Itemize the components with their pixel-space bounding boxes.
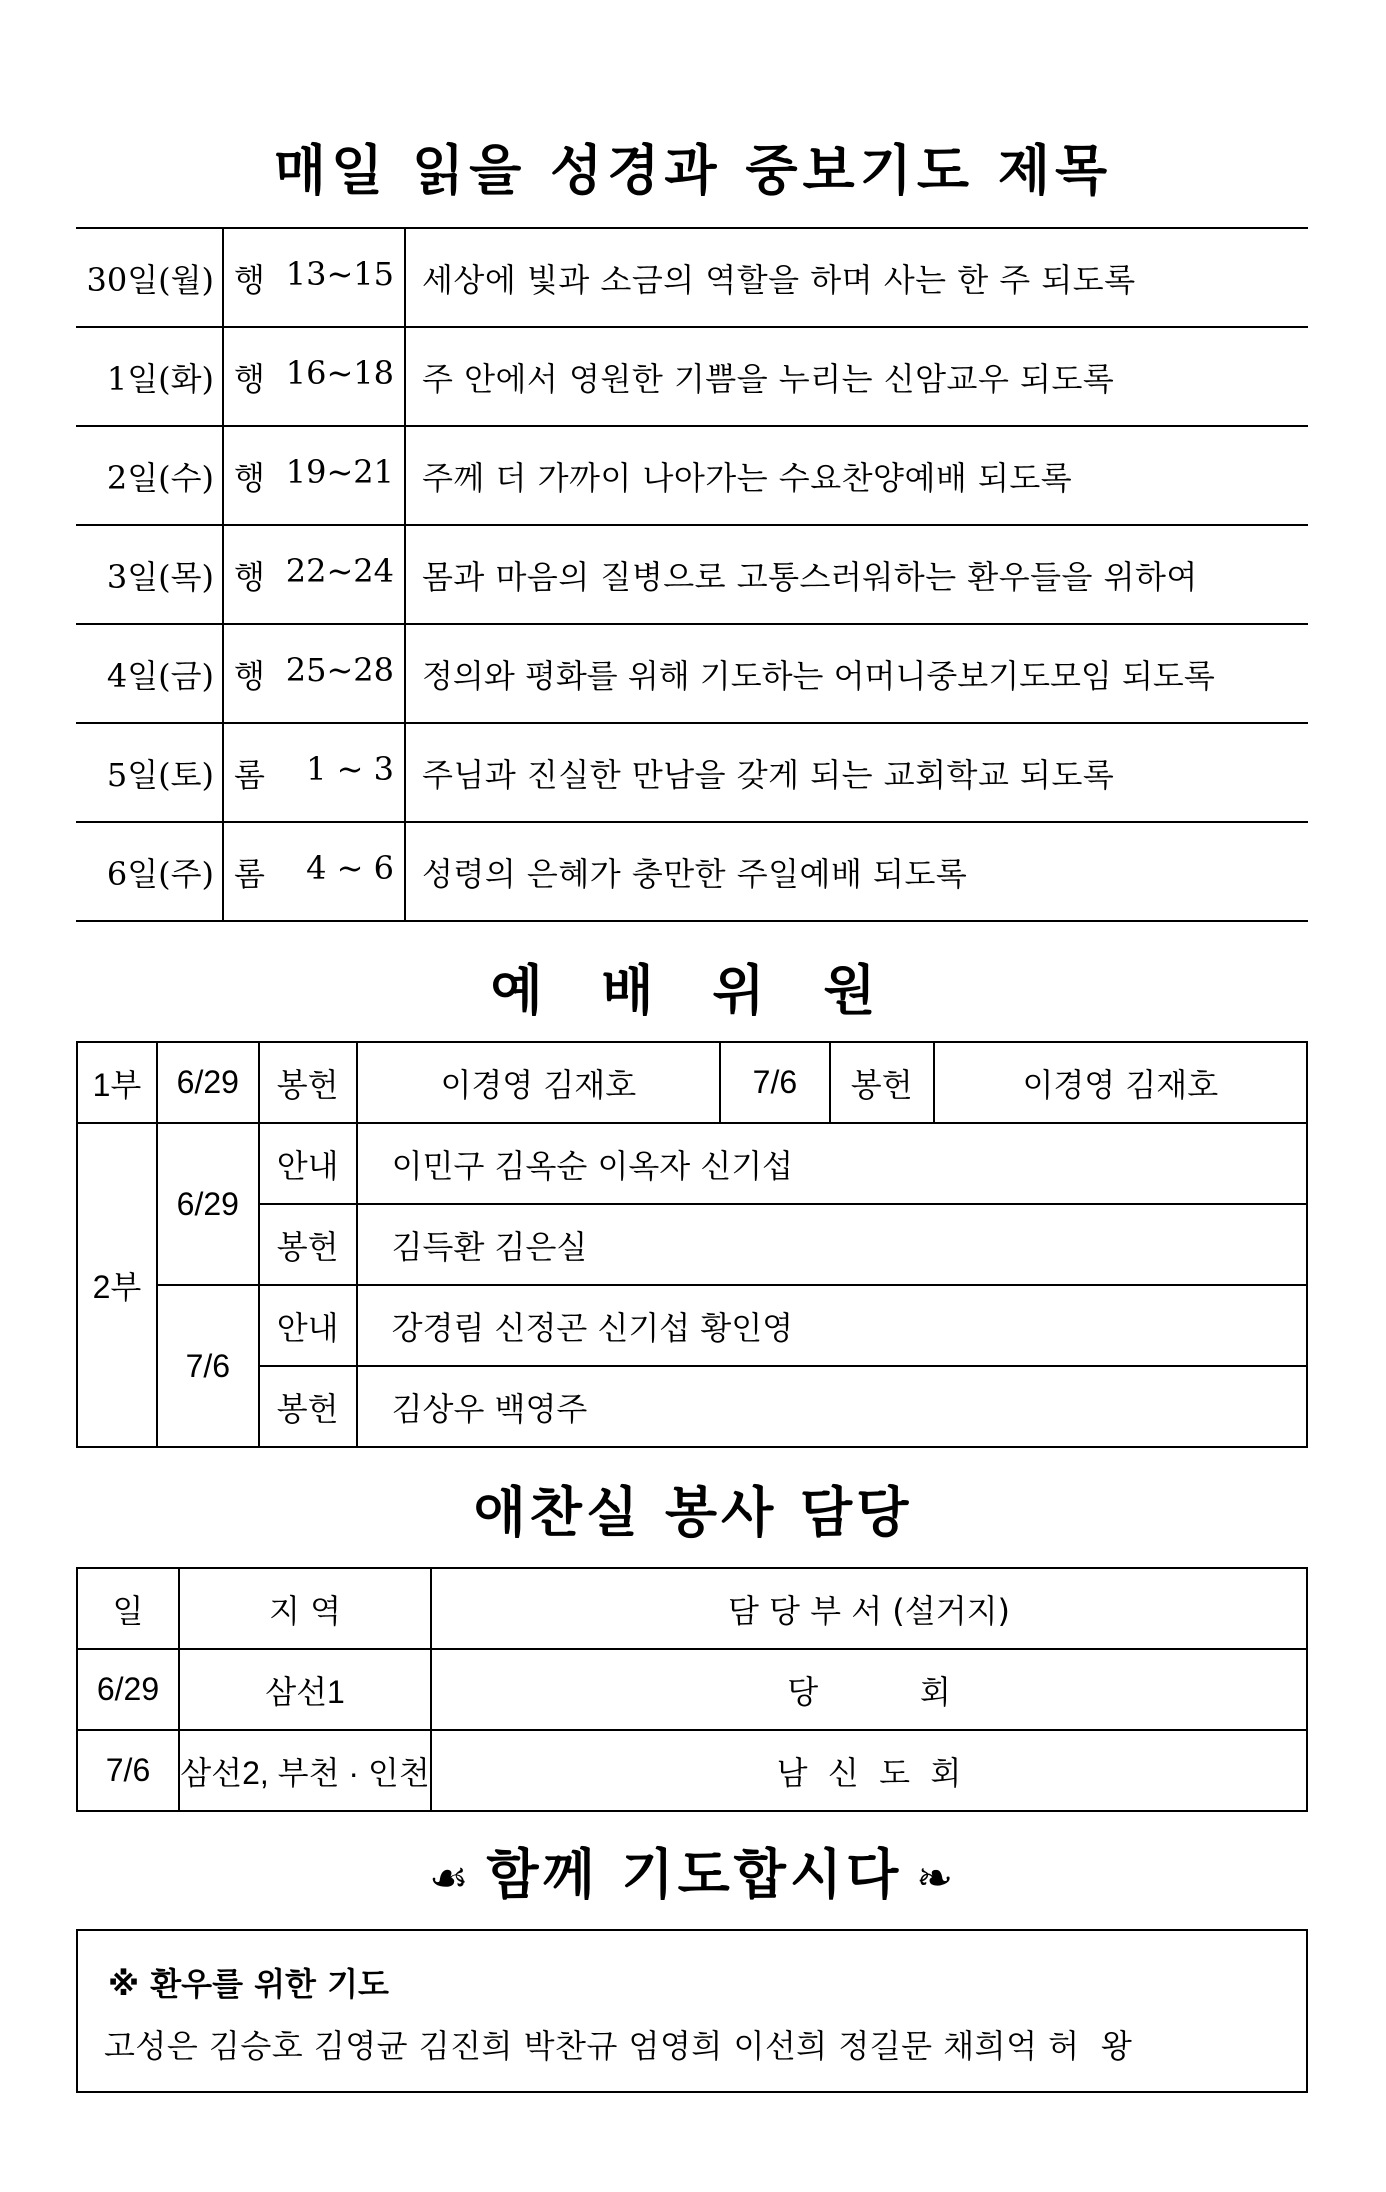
reading-chapters: 13~15 bbox=[285, 254, 394, 293]
service-day: 6/29 bbox=[77, 1649, 179, 1730]
service-label-second: 2부 bbox=[77, 1123, 157, 1447]
reading-table bbox=[76, 227, 1308, 922]
reading-passage bbox=[223, 228, 405, 327]
prayer-title bbox=[0, 1832, 1386, 1909]
reading-title: 매일 읽을 성경과 중보기도 제목 bbox=[273, 139, 1113, 202]
reading-topic: 주님과 진실한 만남을 갖게 되는 교회학교 되도록 bbox=[405, 723, 1308, 822]
reading-book: 행 bbox=[234, 557, 265, 596]
worship-role: 봉헌 bbox=[259, 1204, 357, 1285]
reading-topic: 세상에 빛과 소금의 역할을 하며 사는 한 주 되도록 bbox=[405, 228, 1308, 327]
service-dept: 남 신 도 회 bbox=[431, 1730, 1307, 1811]
reading-topic: 몸과 마음의 질병으로 고통스러워하는 환우들을 위하여 bbox=[405, 525, 1308, 624]
reading-day: 5일(토) bbox=[76, 723, 223, 822]
reading-chapters: 22~24 bbox=[285, 551, 394, 590]
worship-role: 안내 bbox=[259, 1123, 357, 1204]
table-row bbox=[77, 1285, 1307, 1366]
service-dept: 당 회 bbox=[431, 1649, 1307, 1730]
reading-day: 30일(월) bbox=[76, 228, 223, 327]
prayer-box bbox=[76, 1929, 1308, 2093]
worship-role: 봉헌 bbox=[830, 1042, 934, 1123]
header-dept: 담 당 부 서 (설거지) bbox=[431, 1568, 1307, 1649]
reading-passage bbox=[223, 822, 405, 921]
reading-topic: 정의와 평화를 위해 기도하는 어머니중보기도모임 되도록 bbox=[405, 624, 1308, 723]
table-row bbox=[76, 723, 1308, 822]
service-day: 7/6 bbox=[77, 1730, 179, 1811]
reading-book: 행 bbox=[234, 260, 265, 299]
table-row bbox=[77, 1042, 1307, 1123]
worship-names: 이경영 김재호 bbox=[357, 1042, 720, 1123]
worship-date: 7/6 bbox=[720, 1042, 830, 1123]
prayer-names: 고성은 김승호 김영균 김진희 박찬규 엄영희 이선희 정길문 채희억 허 왕 bbox=[104, 2027, 1133, 2065]
worship-date: 7/6 bbox=[157, 1285, 259, 1447]
service-title: 애찬실 봉사 담당 bbox=[473, 1481, 913, 1544]
reading-chapters: 16~18 bbox=[285, 353, 394, 392]
worship-date: 6/29 bbox=[157, 1042, 259, 1123]
ornament-left-icon: ☙ bbox=[428, 1852, 473, 1904]
worship-names: 김상우 백영주 bbox=[357, 1366, 1307, 1447]
reading-day: 6일(주) bbox=[76, 822, 223, 921]
worship-committee-table bbox=[76, 1041, 1308, 1448]
reading-passage bbox=[223, 426, 405, 525]
service-duty-table bbox=[76, 1567, 1308, 1812]
service-region: 삼선1 bbox=[179, 1649, 431, 1730]
reading-day: 1일(화) bbox=[76, 327, 223, 426]
reading-day: 3일(목) bbox=[76, 525, 223, 624]
table-row bbox=[76, 822, 1308, 921]
header-region: 지 역 bbox=[179, 1568, 431, 1649]
worship-role: 봉헌 bbox=[259, 1366, 357, 1447]
service-label-first: 1부 bbox=[77, 1042, 157, 1123]
reading-topic: 주께 더 가까이 나아가는 수요찬양예배 되도록 bbox=[405, 426, 1308, 525]
table-row bbox=[77, 1649, 1307, 1730]
reading-book: 행 bbox=[234, 458, 265, 497]
table-row bbox=[77, 1730, 1307, 1811]
reading-book: 행 bbox=[234, 656, 265, 695]
table-row bbox=[76, 327, 1308, 426]
reading-book: 롬 bbox=[234, 854, 265, 893]
reading-day: 2일(수) bbox=[76, 426, 223, 525]
worship-names: 이민구 김옥순 이옥자 신기섭 bbox=[357, 1123, 1307, 1204]
table-row bbox=[77, 1568, 1307, 1649]
prayer-title-text: 함께 기도합시다 bbox=[486, 1843, 903, 1906]
worship-title: 예 배 위 원 bbox=[490, 959, 896, 1022]
reading-chapters: 19~21 bbox=[285, 452, 394, 491]
worship-names: 김득환 김은실 bbox=[357, 1204, 1307, 1285]
table-row bbox=[77, 1204, 1307, 1285]
reading-passage bbox=[223, 327, 405, 426]
reading-topic: 성령의 은혜가 충만한 주일예배 되도록 bbox=[405, 822, 1308, 921]
table-row bbox=[76, 525, 1308, 624]
reading-chapters: 4 ~ 6 bbox=[306, 848, 394, 887]
table-row bbox=[77, 1366, 1307, 1447]
reading-day: 4일(금) bbox=[76, 624, 223, 723]
header-day: 일 bbox=[77, 1568, 179, 1649]
reading-chapters: 1 ~ 3 bbox=[306, 749, 394, 788]
reading-chapters: 25~28 bbox=[285, 650, 394, 689]
worship-role: 안내 bbox=[259, 1285, 357, 1366]
table-row bbox=[76, 426, 1308, 525]
reading-topic: 주 안에서 영원한 기쁨을 누리는 신암교우 되도록 bbox=[405, 327, 1308, 426]
table-row bbox=[76, 624, 1308, 723]
prayer-heading: ※ 환우를 위한 기도 bbox=[108, 1965, 389, 2003]
table-row bbox=[77, 1123, 1307, 1204]
service-region: 삼선2, 부천 · 인천 bbox=[179, 1730, 431, 1811]
reading-passage bbox=[223, 624, 405, 723]
table-row bbox=[76, 228, 1308, 327]
ornament-right-icon: ❧ bbox=[916, 1852, 958, 1904]
worship-names: 강경림 신정곤 신기섭 황인영 bbox=[357, 1285, 1307, 1366]
worship-role: 봉헌 bbox=[259, 1042, 357, 1123]
reading-book: 행 bbox=[234, 359, 265, 398]
reading-book: 롬 bbox=[234, 755, 265, 794]
worship-names: 이경영 김재호 bbox=[934, 1042, 1307, 1123]
reading-passage bbox=[223, 525, 405, 624]
reading-passage bbox=[223, 723, 405, 822]
worship-date: 6/29 bbox=[157, 1123, 259, 1285]
